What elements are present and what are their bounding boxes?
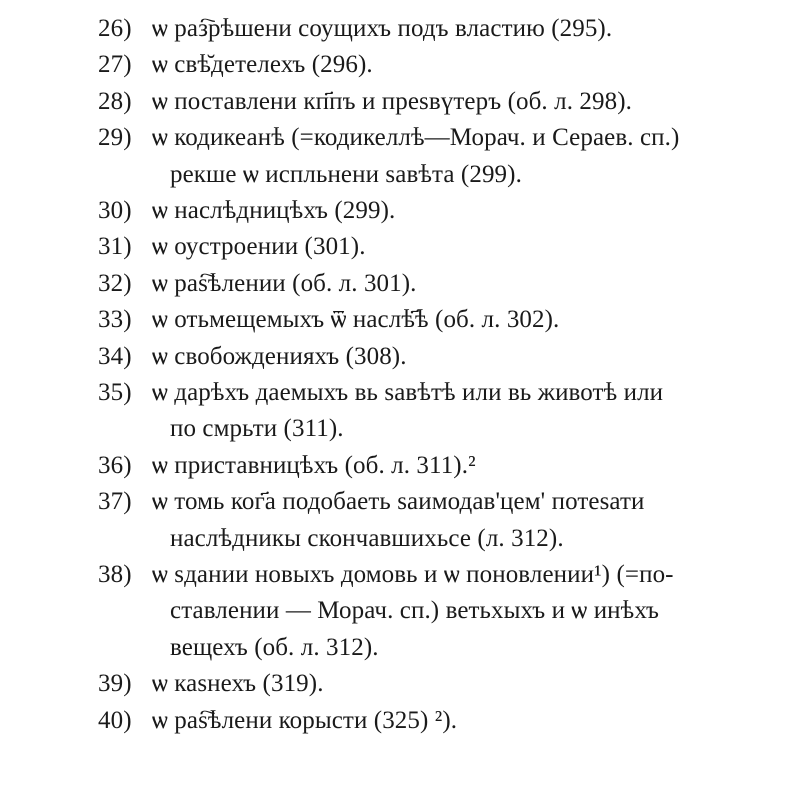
entry-line xyxy=(98,267,417,301)
entry-line xyxy=(98,48,373,82)
entry-number: 37) xyxy=(98,488,132,516)
entry-continuation-line xyxy=(170,522,564,556)
entry-line xyxy=(98,558,674,592)
entry-number: 31) xyxy=(98,233,132,261)
entry-line xyxy=(98,376,663,410)
entry-text: по смрьти (311). xyxy=(170,415,344,443)
entry-text: рекше ѡ испльнени ѕавѣта (299). xyxy=(170,160,522,188)
entry-text: ѡ свѣ̆детелехъ (296). xyxy=(152,51,373,79)
entry-text: ѡ наслѣдницѣхъ (299). xyxy=(152,197,396,224)
entry-number: 27) xyxy=(98,51,132,79)
entry-number: 33) xyxy=(98,306,132,334)
entry-number: 28) xyxy=(98,87,132,115)
entry-text: ѡ свобожденияхъ (308). xyxy=(152,342,407,370)
entry-line xyxy=(98,85,632,119)
entry-line xyxy=(98,667,324,701)
entry-line xyxy=(98,121,679,155)
entry-text: ѡ раѕ҇ѣлении (об. л. 301). xyxy=(152,269,417,297)
entry-text: вещехъ (об. л. 312). xyxy=(170,633,379,661)
entry-number: 39) xyxy=(98,670,132,698)
entry-number: 40) xyxy=(98,706,132,734)
entry-number: 38) xyxy=(98,561,132,588)
entry-continuation-line xyxy=(170,631,379,665)
entry-number: 26) xyxy=(98,15,132,42)
entry-number: 34) xyxy=(98,342,132,370)
entry-text: ѡ томь ког҃а подобаеть ѕаимодав'цем' потеѕати xyxy=(152,488,645,516)
entry-text: ставлении — Морач. сп.) ветьхыхъ и ѡ инѣхъ xyxy=(170,597,660,625)
entry-text: наслѣдникы скончавшихьсе (л. 312). xyxy=(170,524,564,552)
entry-text: ѡ раз҇рѣшени соущихъ подъ властию (295). xyxy=(152,15,613,42)
entry-number: 30) xyxy=(98,197,132,224)
entry-continuation-line xyxy=(170,158,522,192)
entry-text: ѡ каѕнехъ (319). xyxy=(152,670,324,698)
entry-line xyxy=(98,303,559,337)
entry-number: 35) xyxy=(98,379,132,406)
entry-text: ѡ поставлени кп҃пъ и преѕвүтеръ (об. л. 298). xyxy=(152,87,632,115)
entry-number: 29) xyxy=(98,124,132,152)
entry-number: 32) xyxy=(98,269,132,297)
entry-text: ѡ раѕ҇ѣлени корысти (325) ²). xyxy=(152,706,458,734)
entry-text: ѡ оустроении (301). xyxy=(152,233,366,261)
entry-text: ѡ кодикеанѣ (=кодикеллѣ—Морач. и Сераев. сп.) xyxy=(152,124,680,152)
entry-text: ѡ дарѣхъ даемыхъ вь ѕавѣтѣ или вь животѣ или xyxy=(152,379,664,406)
entry-line xyxy=(98,485,644,519)
entry-line xyxy=(98,12,612,46)
entry-continuation-line xyxy=(170,594,659,628)
entry-line xyxy=(98,194,395,228)
entry-line xyxy=(98,340,407,374)
entry-number: 36) xyxy=(98,451,132,479)
entry-line xyxy=(98,449,476,483)
entry-continuation-line xyxy=(170,412,344,446)
entry-line xyxy=(98,230,366,264)
entry-text: ѡ приставницѣхъ (об. л. 311).² xyxy=(152,451,476,479)
entry-text: ѡ ѕдании новыхъ домовь и ѡ поновлении¹) (=по- xyxy=(152,561,674,588)
entry-text: ѡ отьмещемыхъ ѿ наслѣ҃ѣ (об. л. 302). xyxy=(152,306,560,334)
entry-line xyxy=(98,704,457,738)
